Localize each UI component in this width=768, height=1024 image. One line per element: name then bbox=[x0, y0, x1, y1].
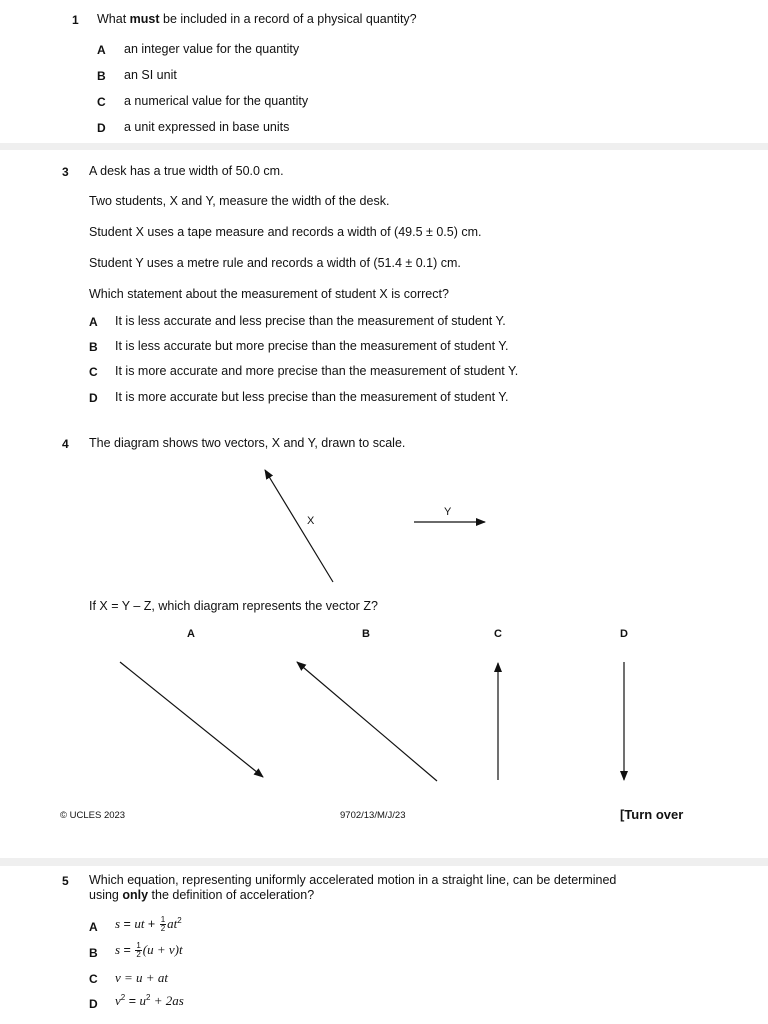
fraction-numerator: 1 bbox=[160, 915, 166, 925]
question-text bbox=[97, 12, 417, 26]
question-number: 3 bbox=[62, 165, 69, 179]
eq-op: = bbox=[120, 917, 135, 932]
question-text-emphasis: must bbox=[129, 12, 160, 26]
option-letter: A bbox=[89, 315, 98, 329]
eq-symbol: s bbox=[115, 942, 121, 957]
eq-symbol: + 2as bbox=[150, 993, 184, 1009]
paper-code: 9702/13/M/J/23 bbox=[340, 810, 406, 821]
equation-c bbox=[115, 970, 168, 986]
eq-exponent: 2 bbox=[120, 993, 126, 1002]
option-letter: A bbox=[89, 920, 98, 934]
question-prompt: If X = Y – Z, which diagram represents the vector Z? bbox=[89, 599, 378, 613]
option-letter: D bbox=[89, 391, 98, 405]
question-text: Which equation, representing uniformly accelerated motion in a straight line, can be determined bbox=[89, 873, 617, 887]
eq-op: + bbox=[144, 917, 159, 932]
question-text: Student X uses a tape measure and records a width of (49.5 ± 0.5) cm. bbox=[89, 225, 482, 239]
copyright: © UCLES 2023 bbox=[60, 810, 126, 821]
eq-symbol: s bbox=[115, 916, 121, 932]
eq-op: = bbox=[120, 943, 135, 957]
option-letter: D bbox=[97, 121, 106, 135]
question-text-emphasis: only bbox=[122, 888, 149, 902]
fraction-numerator: 1 bbox=[136, 941, 141, 951]
question-text-part: the definition of acceleration? bbox=[148, 888, 315, 902]
option-text: It is less accurate and less precise than the measurement of student Y. bbox=[115, 314, 506, 328]
option-label-a: A bbox=[187, 628, 195, 640]
eq-symbol: v bbox=[115, 993, 121, 1009]
question-text-part: What bbox=[97, 12, 130, 26]
vector-x-label: X bbox=[307, 515, 315, 527]
fraction bbox=[160, 916, 166, 933]
question-text: Which statement about the measurement of student X is correct? bbox=[89, 287, 449, 301]
option-letter: C bbox=[97, 95, 106, 109]
option-text: It is more accurate but less precise than the measurement of student Y. bbox=[115, 390, 509, 404]
option-letter: B bbox=[97, 69, 106, 83]
eq-symbol: (u + v)t bbox=[142, 942, 183, 957]
fraction-denominator: 2 bbox=[160, 924, 166, 934]
eq-symbol: at bbox=[167, 916, 178, 932]
question-text bbox=[89, 888, 314, 902]
page-section-q5 bbox=[0, 866, 768, 1024]
option-text: It is less accurate but more precise than the measurement of student Y. bbox=[115, 339, 509, 353]
option-label-c: C bbox=[494, 628, 502, 640]
equation-a bbox=[115, 916, 182, 933]
option-text: a numerical value for the quantity bbox=[124, 94, 309, 108]
option-text: a unit expressed in base units bbox=[124, 120, 290, 134]
question-text-part: be included in a record of a physical quantity? bbox=[159, 12, 417, 26]
option-text: It is more accurate and more precise than the measurement of student Y. bbox=[115, 364, 519, 378]
eq-symbol: v = u + at bbox=[115, 970, 168, 985]
eq-symbol: u bbox=[139, 993, 146, 1009]
equation-d bbox=[115, 993, 184, 1009]
question-text: Student Y uses a metre rule and records a width of (51.4 ± 0.1) cm. bbox=[89, 256, 461, 270]
question-number: 5 bbox=[62, 874, 69, 888]
question-text-part: using bbox=[89, 888, 123, 902]
option-a-arrow bbox=[120, 662, 263, 777]
option-letter: B bbox=[89, 946, 98, 960]
option-b-arrow bbox=[297, 662, 437, 781]
option-letter: B bbox=[89, 340, 98, 354]
turn-over: [Turn over bbox=[620, 807, 684, 822]
page-section-q3-q4 bbox=[0, 150, 768, 858]
eq-symbol: ut bbox=[134, 916, 145, 932]
question-text: The diagram shows two vectors, X and Y, drawn to scale. bbox=[89, 436, 406, 450]
option-letter: A bbox=[97, 43, 106, 57]
question-text: A desk has a true width of 50.0 cm. bbox=[89, 164, 284, 178]
option-text: an integer value for the quantity bbox=[124, 42, 300, 56]
option-label-d: D bbox=[620, 628, 628, 640]
option-letter: D bbox=[89, 997, 98, 1011]
page-section-q1 bbox=[0, 0, 768, 143]
fraction-denominator: 2 bbox=[136, 950, 141, 960]
option-label-b: B bbox=[362, 628, 370, 640]
question-number: 4 bbox=[62, 437, 69, 451]
eq-op: = bbox=[125, 994, 140, 1009]
eq-exponent: 2 bbox=[177, 916, 182, 925]
option-letter: C bbox=[89, 972, 98, 986]
vector-x-arrow bbox=[265, 470, 333, 582]
question-number: 1 bbox=[72, 13, 79, 27]
option-text: an SI unit bbox=[124, 68, 177, 82]
equation-b bbox=[115, 942, 183, 959]
fraction bbox=[135, 942, 141, 959]
option-letter: C bbox=[89, 365, 98, 379]
eq-exponent: 2 bbox=[145, 993, 151, 1002]
vector-diagram bbox=[0, 150, 768, 858]
vector-y-label: Y bbox=[444, 506, 452, 518]
question-text: Two students, X and Y, measure the width of the desk. bbox=[89, 194, 390, 208]
